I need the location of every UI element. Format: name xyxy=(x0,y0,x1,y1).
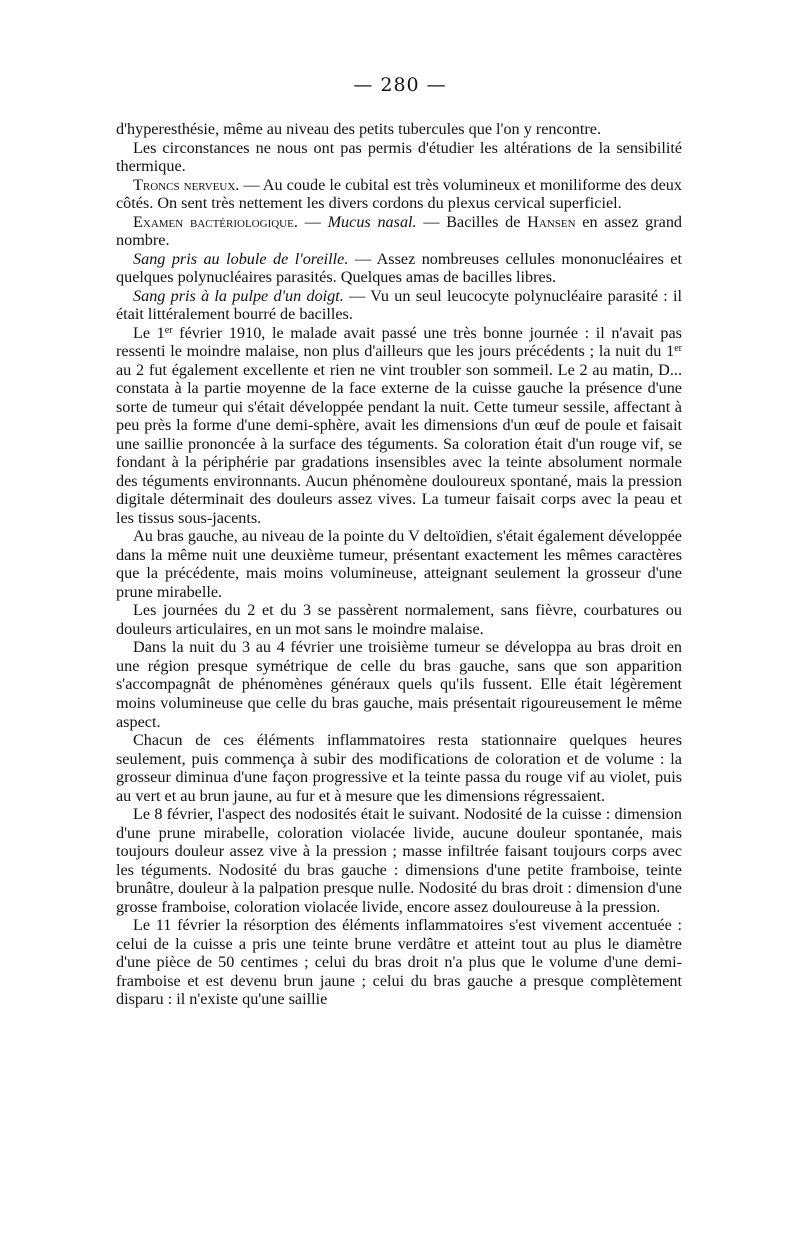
text-run: Les journées du 2 et du 3 se passèrent normalement, sans fièvre, courbatures ou douleurs articulaires, en un mot sans le moindre malaise. xyxy=(116,601,682,638)
text-run: — xyxy=(297,212,328,231)
text-run: — Vu un seul leucocyte polynucléaire parasité : il était littéralement bourré de bacilles. xyxy=(116,286,682,324)
paragraph xyxy=(116,250,682,287)
text-run: — Bacilles de xyxy=(416,212,528,231)
paragraph xyxy=(116,731,682,805)
paragraph xyxy=(116,287,682,324)
paragraph xyxy=(116,527,682,601)
paragraph xyxy=(116,638,682,731)
text-run: d'hyperesthésie, même au niveau des petits tubercules que l'on y rencontre. xyxy=(116,120,602,138)
text-run: Les circonstances ne nous ont pas permis d'étudier les altérations de la sensibilité thermique. xyxy=(116,138,682,176)
paragraph xyxy=(116,805,682,916)
superscript: er xyxy=(164,324,173,336)
text-run: Chacun de ces éléments inflammatoires resta stationnaire quelques heures seulement, puis commença à subir des modifications de coloration et de volume : la grosseur diminua d'une façon progressive et la teinte passa du rouge vif au violet, puis au vert et au brun jaune, au fur et à mesure que les dimensions régressaient. xyxy=(116,731,682,805)
text-run: Au bras gauche, au niveau de la pointe du V deltoïdien, s'était également développée dans la même nuit une deuxième tumeur, présentant exactement les mêmes caractères que la précédente, mais moins volumineuse, atteignant seulement la grosseur d'une prune mirabelle. xyxy=(116,527,682,601)
paragraph xyxy=(116,324,682,528)
paragraph xyxy=(116,176,682,213)
text-run: au 2 fut également excellente et rien ne vint troubler son sommeil. Le 2 au matin, D... constata à la partie moyenne de la face externe de la cuisse gauche la présence d'une sorte de tumeur qui s'était développée pendant la nuit. Cette tumeur sessile, affectant à peu près la forme d'une demi-sphère, avait les dimensions d'un œuf de poule et faisait une saillie prononcée à la surface des téguments. Sa coloration était d'un rouge vif, se fondant à la périphérie par gradations insensibles avec la teinte absolument normale des téguments environnants. Aucun phénomène douloureux spontané, mais la pression digitale déterminait des douleurs assez vives. La tumeur faisait corps avec la peau et les tissus sous-jacents. xyxy=(116,360,682,527)
superscript: er xyxy=(674,343,682,355)
small-caps-heading: Hansen xyxy=(527,212,576,231)
text-run: février 1910, le malade avait passé une très bonne journée : il n'avait pas ressenti le moindre malaise, non plus d'ailleurs que les jours précédents ; la nuit du 1 xyxy=(116,323,682,361)
text-run: Le 1 xyxy=(133,323,165,342)
paragraph xyxy=(116,601,682,638)
italic-heading: Sang pris à la pulpe d'un doigt. xyxy=(133,286,344,305)
small-caps-heading: Examen bactériologique. xyxy=(133,212,298,231)
paragraph xyxy=(116,916,682,1009)
small-caps-heading: Troncs nerveux. xyxy=(133,175,240,194)
text-run: en assez grand nombre. xyxy=(116,212,683,250)
text-run: Dans la nuit du 3 au 4 février une troisième tumeur se développa au bras droit en une région presque symétrique de celle du bras gauche, sans que son apparition s'accompagnât de phénomènes généraux quels qu'ils fussent. Elle était légèrement moins volumineuse que celle du bras gauche, mais présentait rigoureusement le même aspect. xyxy=(116,638,682,731)
paragraph xyxy=(116,120,682,139)
text-run: — Assez nombreuses cellules mononucléaires et quelques polynucléaires parasités. Quelques amas de bacilles libres. xyxy=(116,249,682,287)
italic-heading: Sang pris au lobule de l'oreille. xyxy=(133,249,349,268)
text-run: Le 11 février la résorption des éléments inflammatoires s'est vivement accentuée : celui de la cuisse a pris une teinte brune verdâtre et atteint tout au plus le diamètre d'une pièce de 50 centimes ; celui du bras droit n'a plus que le volume d'une demi-framboise et est devenu brun jaune ; celui du bras gauche a presque complètement disparu : il n'existe qu'une saillie xyxy=(116,916,682,1009)
paragraph xyxy=(116,213,682,250)
text-run: — Au coude le cubital est très volumineux et moniliforme des deux côtés. On sent très nettement les divers cordons du plexus cervical superficiel. xyxy=(116,175,682,213)
text-run: Le 8 février, l'aspect des nodosités était le suivant. Nodosité de la cuisse : dimension d'une prune mirabelle, coloration violacée livide, aucune douleur spontanée, mais toujours douleur assez vive à la pression ; masse infiltrée faisant toujours corps avec les téguments. Nodosité du bras gauche : dimensions d'une petite framboise, teinte brunâtre, douleur à la palpation presque nulle. Nodosité du bras droit : dimension d'une grosse framboise, coloration violacée livide, encore assez douloureuse à la pression. xyxy=(116,805,682,916)
paragraph xyxy=(116,139,682,176)
italic-heading: Mucus nasal. xyxy=(327,212,417,231)
body-text xyxy=(116,120,682,1009)
page-number: — 280 — xyxy=(353,74,447,96)
